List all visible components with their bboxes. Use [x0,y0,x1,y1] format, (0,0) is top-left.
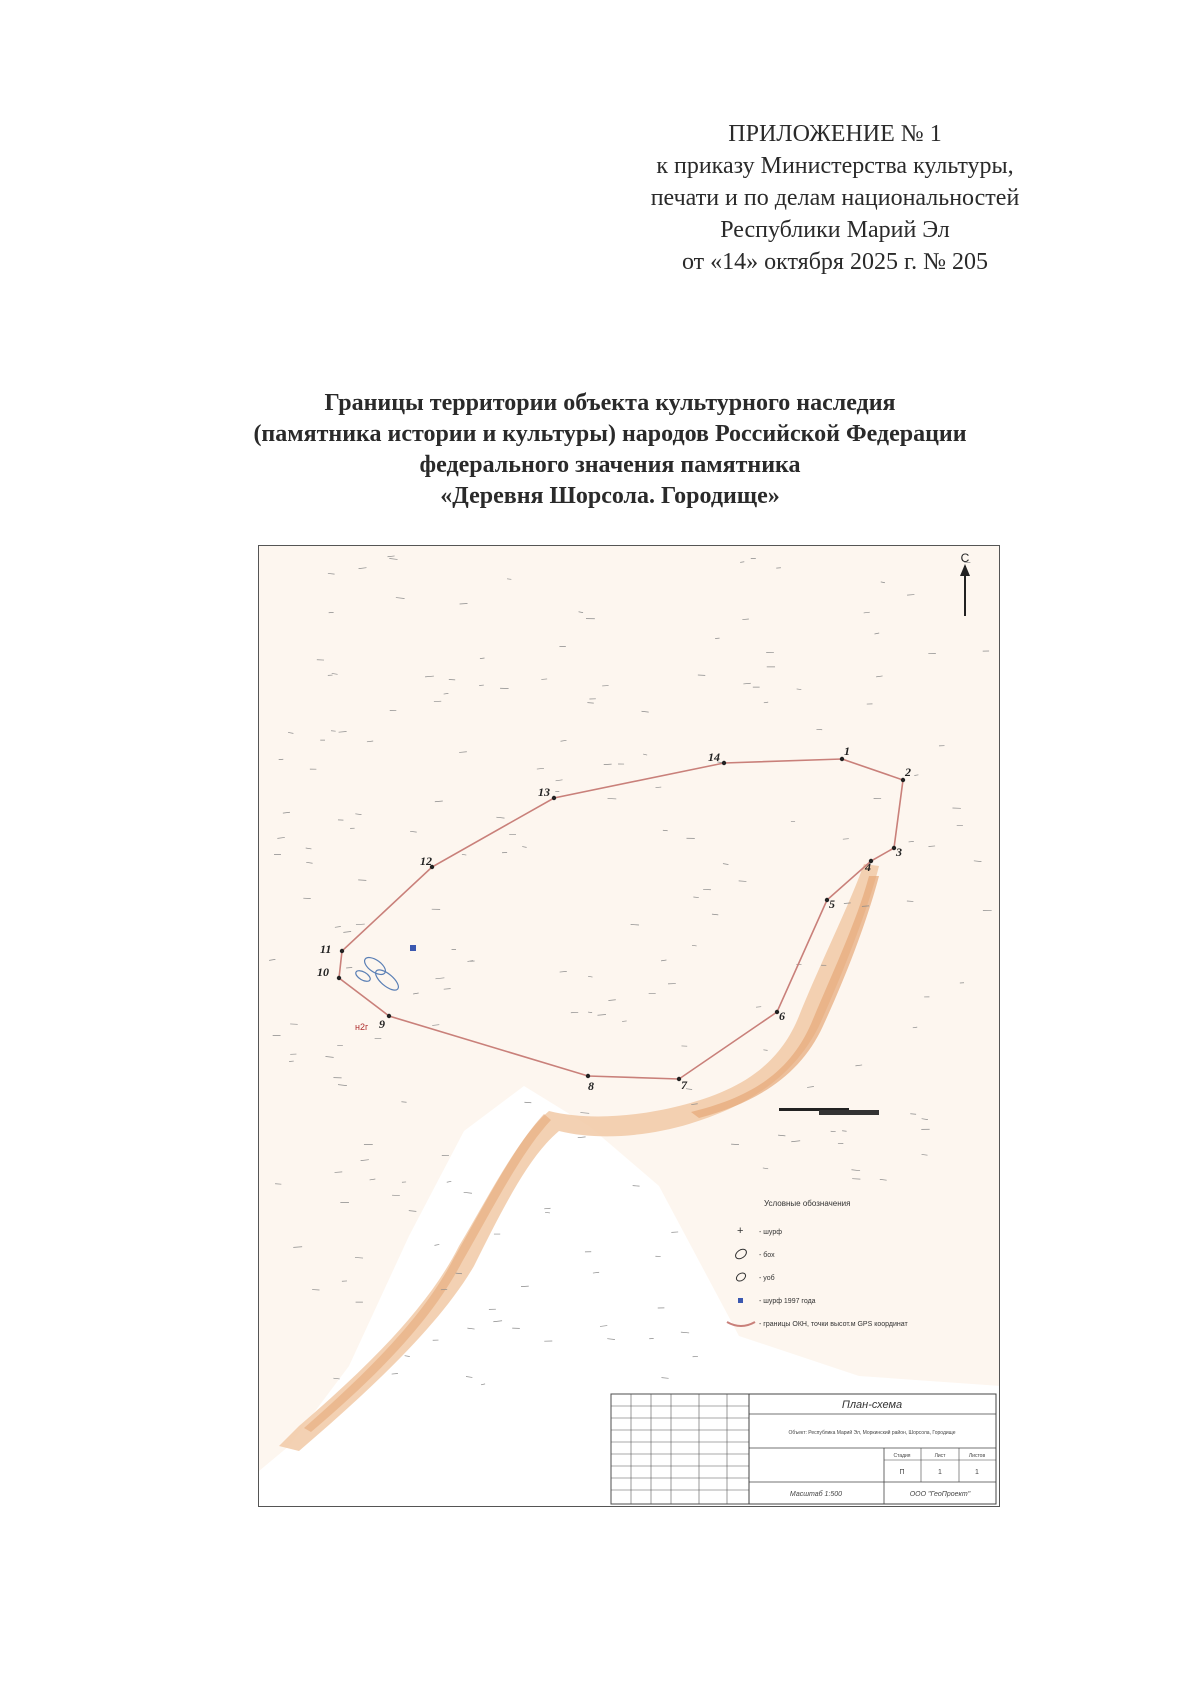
boundary-point-marker [586,1074,590,1078]
site-plan-map [258,545,1000,1507]
stamp-sheet-value: 1 [938,1469,942,1476]
boundary-point-marker [722,761,726,765]
north-label: С [960,551,970,565]
appendix-header [600,118,1070,278]
boundary-point-label: 13 [538,785,550,799]
boundary-point-label: 3 [896,845,902,859]
legend-title: Условные обозначения [764,1199,851,1208]
boundary-point-label: 10 [317,965,329,979]
legend-text: - бох [759,1252,775,1259]
square-icon [738,1298,743,1303]
stamp-sheet-value: 1 [975,1469,979,1476]
map-canvas [259,546,1000,1507]
stamp-subtitle: Объект: Республика Марий Эл, Моркинский район, Шорсола, Городище [788,1430,956,1436]
stamp-sheet-header: Листов [968,1453,986,1459]
boundary-point-label: 9 [379,1017,385,1031]
terrain-tick [843,839,849,840]
boundary-point-marker [337,976,341,980]
cross-icon: + [737,1225,744,1237]
stamp-org: ООО "ГеоПроект" [909,1491,971,1498]
elevation-label: н2г [355,1022,369,1032]
title-line: (памятника истории и культуры) народов Российской Федерации [253,421,967,447]
stamp-sheet-header: Стадия [893,1453,911,1459]
test-pit-square [410,945,416,951]
boundary-point-label: 8 [588,1079,594,1093]
boundary-point-label: 14 [708,750,720,764]
boundary-point-label: 1 [844,744,850,758]
boundary-point-label: 5 [829,897,835,911]
boundary-point-label: 6 [779,1009,785,1023]
title-line: федерального значения памятника [419,452,801,478]
appendix-line: к приказу Министерства культуры, [656,153,1014,179]
boundary-point-label: 4 [865,860,871,874]
stamp-scale: Масштаб 1:500 [789,1491,843,1498]
legend-text: - шурф 1997 года [759,1298,816,1305]
document-title [160,388,1060,512]
appendix-line: печати и по делам национальностей [650,185,1020,211]
boundary-point-marker [387,1014,391,1018]
title-line: Границы территории объекта культурного наследия [324,390,896,416]
boundary-point-label: 12 [420,854,432,868]
title-line: «Деревня Шорсола. Городище» [440,483,780,509]
boundary-point-label: 2 [905,765,911,779]
boundary-point-marker [340,949,344,953]
stamp-sheet-header: Лист [934,1453,946,1459]
stamp-sheet-value: П [899,1469,905,1476]
appendix-line: ПРИЛОЖЕНИЕ № 1 [728,121,942,147]
boundary-point-label: 7 [681,1078,687,1092]
appendix-line: Республики Марий Эл [720,217,950,243]
boundary-point-marker [552,796,556,800]
stamp-title: План-схема [841,1399,903,1411]
appendix-line: от «14» октября 2025 г. № 205 [681,249,988,275]
legend-text: - границы ОКН, точки высот.м GPS координат [759,1321,908,1328]
boundary-point-label: 11 [320,942,332,956]
legend-text: - шурф [759,1229,782,1236]
title-block [611,1394,996,1504]
legend-text: - уоб [759,1275,775,1282]
